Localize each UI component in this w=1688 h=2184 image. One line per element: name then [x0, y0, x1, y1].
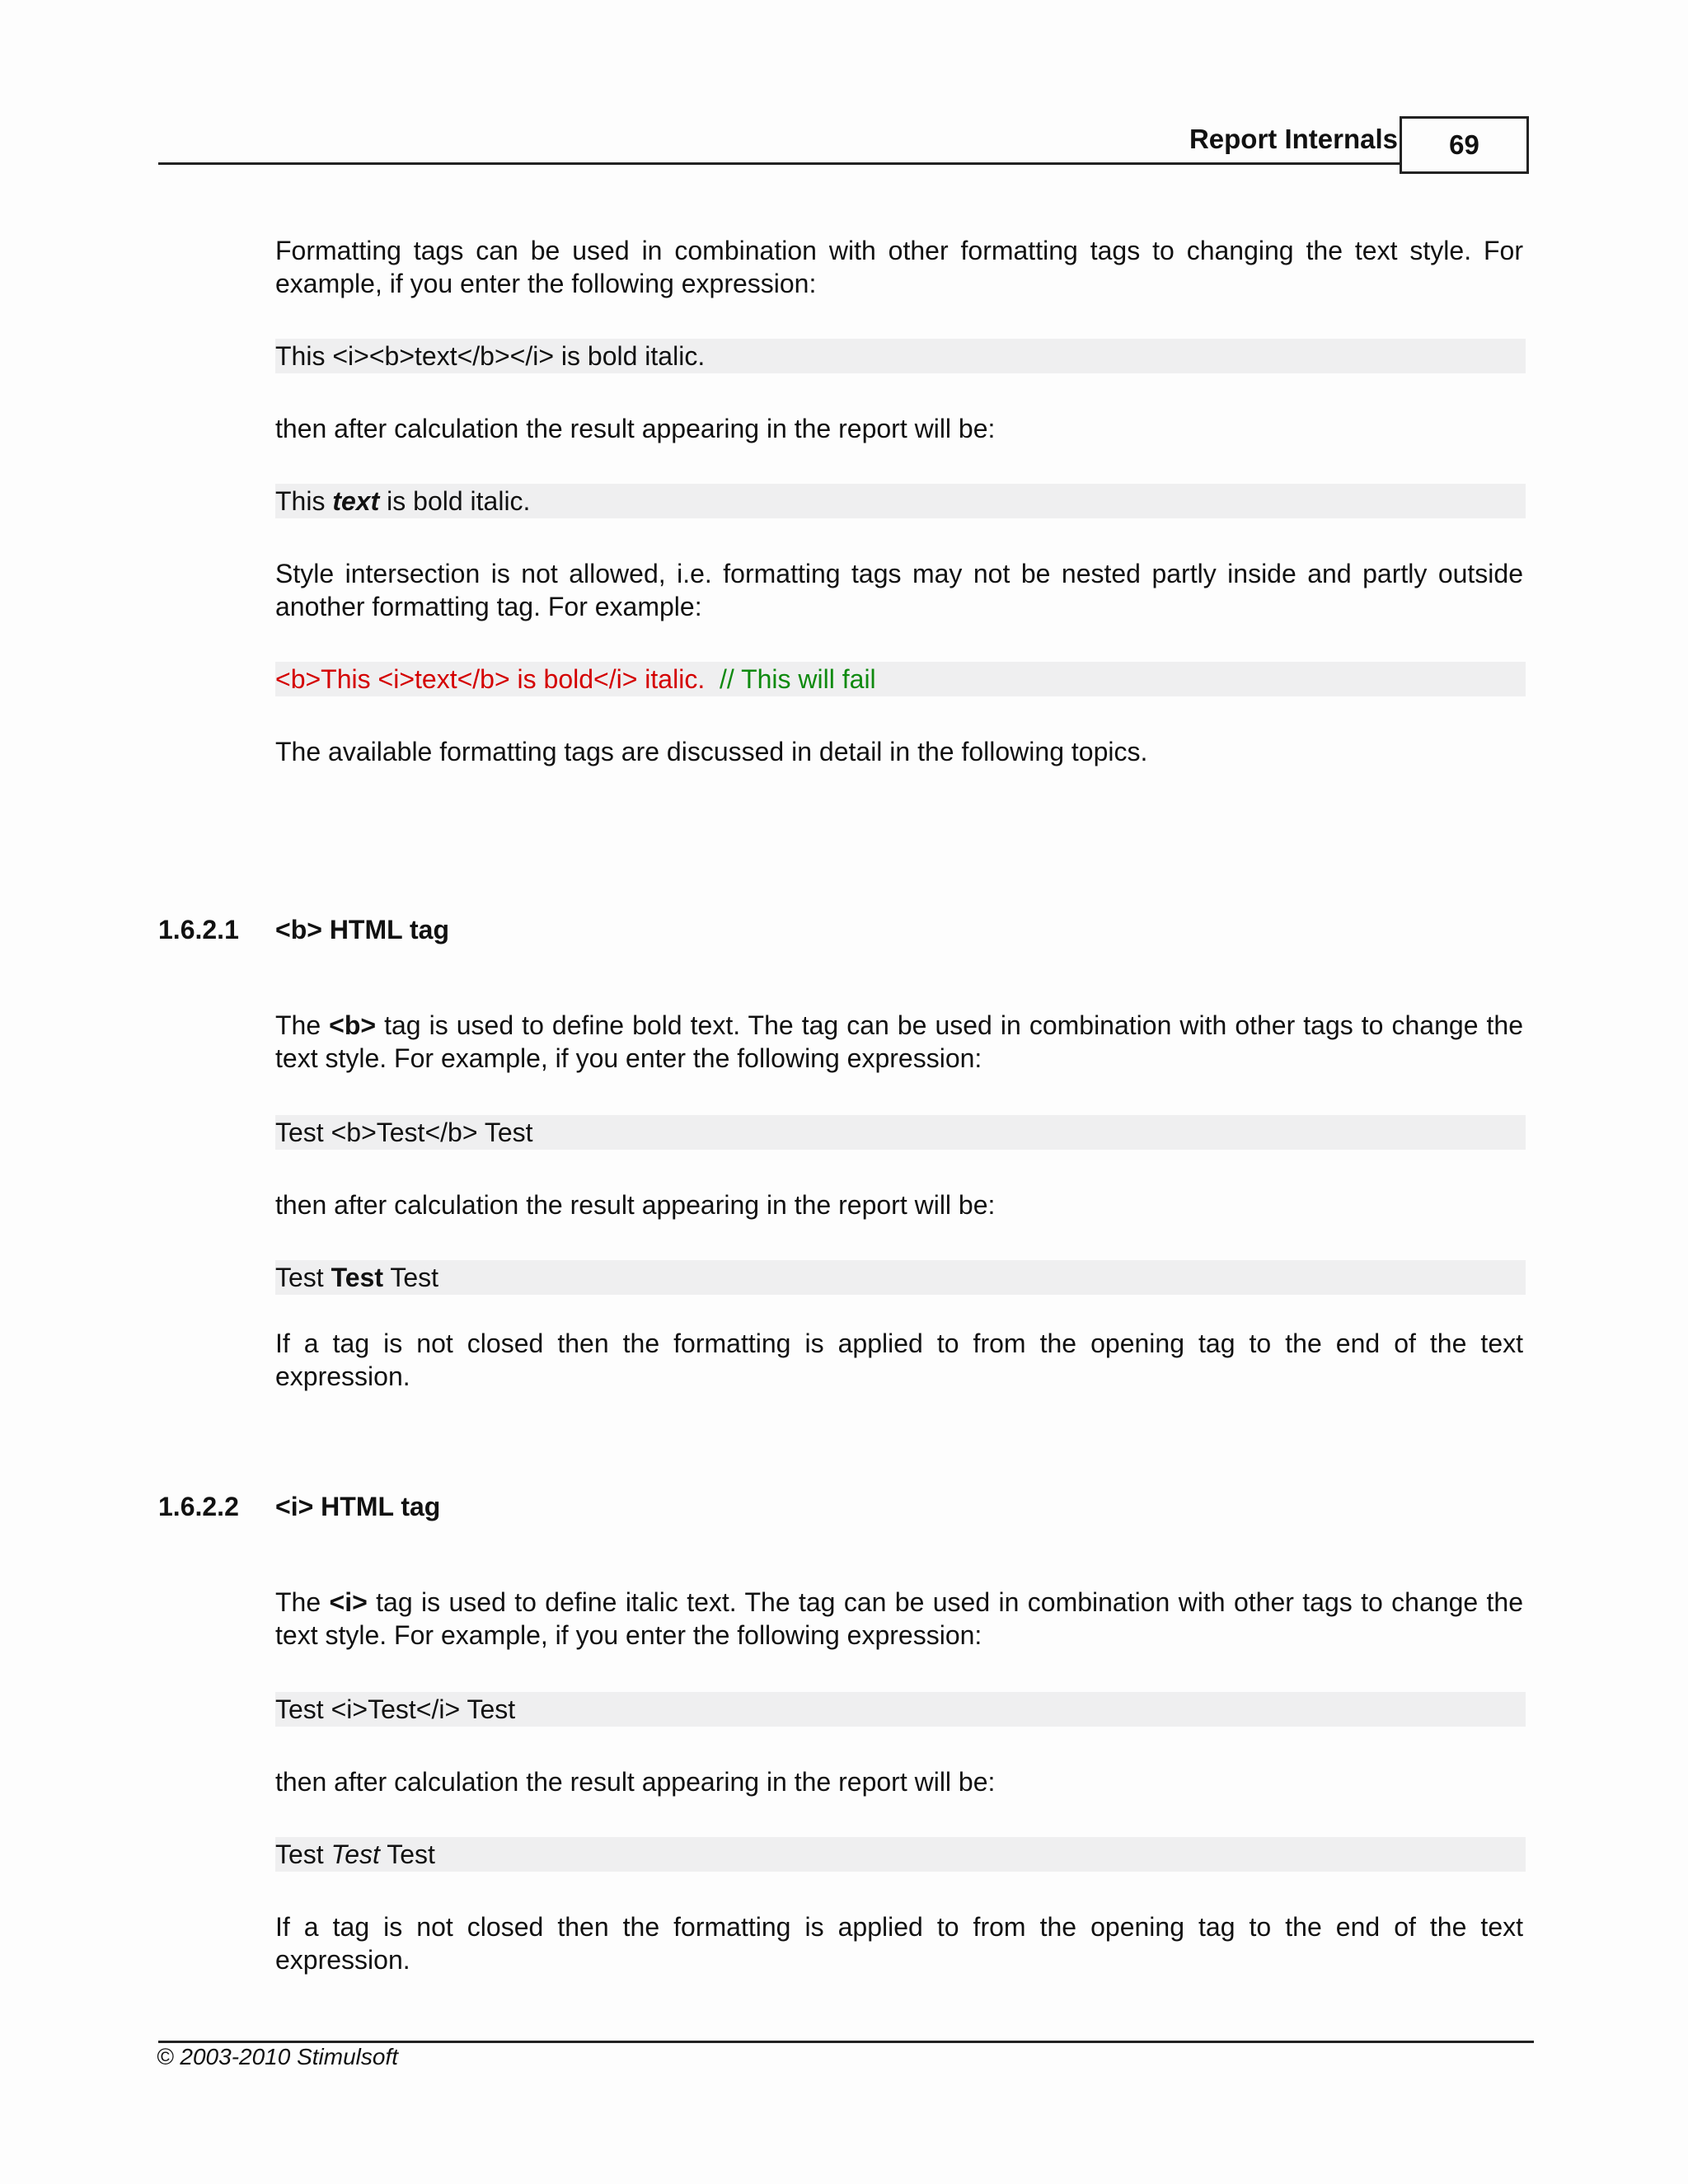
section-title-i: <i> HTML tag: [275, 1492, 441, 1521]
result-text-pre: This: [275, 486, 333, 516]
intro-paragraph-2: then after calculation the result appearing in the report will be:: [275, 414, 996, 443]
section-i-paragraph-3: If a tag is not closed then the formatting is applied to from the opening tag to the end of the text expression.: [275, 1912, 1523, 1975]
section-b-paragraph-2: then after calculation the result appearing in the report will be:: [275, 1190, 996, 1220]
result-example-i: Test Test Test: [275, 1837, 1526, 1872]
code-example-fail: [275, 662, 1526, 696]
fail-comment-text: // This will fail: [719, 664, 876, 694]
result-italic-word: Test: [331, 1840, 380, 1869]
section-number-i: 1.6.2.2: [158, 1492, 239, 1521]
page-number: 69: [1400, 116, 1529, 174]
code-example-i: Test <i>Test</i> Test: [275, 1692, 1526, 1727]
section-b-paragraph-1: The <b> tag is used to define bold text. The tag can be used in combination with other tags to change the text style. For example, if you enter the following expression:: [275, 1010, 1524, 1073]
fail-code-text: <b>This <i>text</b> is bold</i> italic.: [275, 664, 720, 694]
result-text-post: is bold italic.: [379, 486, 531, 516]
running-header-title: Report Internals: [1189, 124, 1398, 154]
code-example-b: Test <b>Test</b> Test: [275, 1115, 1526, 1150]
intro-paragraph-3: Style intersection is not allowed, i.e. formatting tags may not be nested partly inside and partly outside another formatting tag. For example:: [275, 559, 1523, 621]
result-bold-word: Test: [331, 1263, 383, 1292]
section-number-b: 1.6.2.1: [158, 915, 239, 944]
result-example-bold-italic: [275, 484, 1526, 518]
footer-copyright: © 2003-2010 Stimulsoft: [157, 2044, 399, 2069]
intro-paragraph-1: Formatting tags can be used in combination with other formatting tags to changing the text style. For example, if you enter the following expression:: [275, 236, 1523, 298]
tag-b-inline: <b>: [329, 1010, 377, 1040]
section-b-paragraph-3: If a tag is not closed then the formatting is applied to from the opening tag to the end of the text expression.: [275, 1329, 1523, 1391]
section-i-paragraph-1: The <i> tag is used to define italic text. The tag can be used in combination with other tags to change the text style. For example, if you enter the following expression:: [275, 1587, 1524, 1650]
result-text-bold-italic: text: [332, 486, 380, 516]
intro-paragraph-4: The available formatting tags are discussed in detail in the following topics.: [275, 737, 1148, 766]
result-example-b: Test Test Test: [275, 1260, 1526, 1295]
header-divider: [158, 162, 1400, 165]
footer-divider: [158, 2041, 1534, 2043]
tag-i-inline: <i>: [329, 1587, 368, 1617]
section-title-b: <b> HTML tag: [275, 915, 449, 944]
section-i-paragraph-2: then after calculation the result appearing in the report will be:: [275, 1767, 996, 1797]
code-example-bold-italic: This <i><b>text</b></i> is bold italic.: [275, 339, 1526, 373]
